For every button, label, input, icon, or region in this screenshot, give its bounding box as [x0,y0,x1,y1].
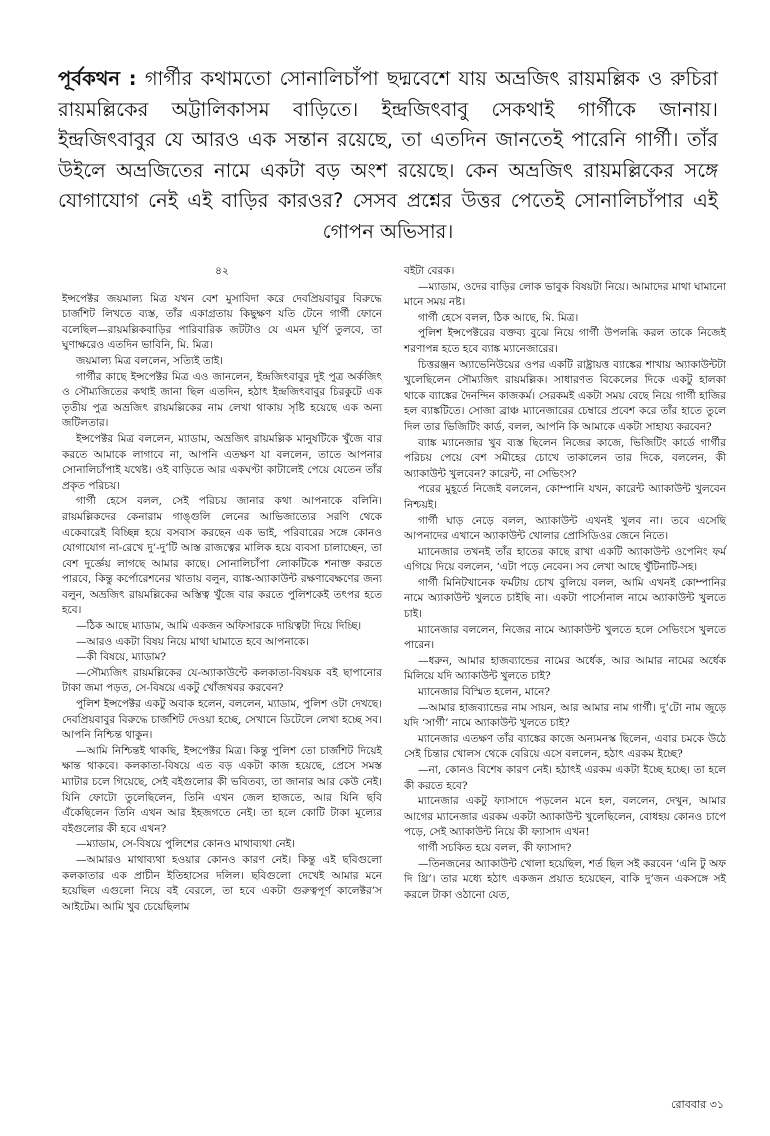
paragraph: —আমার হাজব্যান্ডের নাম সায়ন, আর আমার নাম গার্গী। দু’টো নাম জুড়ে যদি ‘সার্গী’ নামে অ্যাকাউন্ট খুলতে চাই? [404,701,726,730]
paragraph: —সৌম্যজিৎ রায়মল্লিকের যে-অ্যাকাউন্টে কলকাতা-বিষয়ক বই ছাপানোর টাকা জমা পড়ত, সে-বিষয়ে একটু খোঁজখবর করবেন? [62,666,382,695]
paragraph: —ম্যাডাম, সে-বিষয়ে পুলিশের কোনও মাথাব্যথা নেই। [76,838,295,851]
paragraph: ম্যানেজার বিস্মিত হলেন, মানে? [418,686,551,699]
paragraph: পরের মুহূর্তে নিজেই বললেন, কোম্পানি যখন, কারেন্ট অ্যাকাউন্ট খুলবেন নিশ্চয়ই। [404,483,726,511]
paragraph: গার্গী হেসে বলল, ঠিক আছে, মি. মিত্র। [418,311,579,324]
paragraph: পুলিশ ইন্সপেক্টর একটু অবাক হলেন, বললেন, ম্যাডাম, পুলিশ ওটা দেখছে। দেবপ্রিয়বাবুর বিরুদ্ধে চার্জশিট দেওয়া হচ্ছে, সেখানে ডিটেলে লেখা হচ্ছে সব। আপনি নিশ্চিন্ত থাকুন। [62,698,382,742]
paragraph: —কী বিষয়ে, ম্যাডাম? [76,651,167,664]
paragraph: ইন্সপেক্টর জয়মাল্য মিত্র যখন বেশ মুসাবিদা করে দেবপ্রিয়বাবুর বিরুদ্ধে চার্জশিট লিখতে ব্যস্ত, তাঁর একাগ্রতায় কিছুক্ষণ যতি টেনে গার্গী ফোনে বলেছিল—রায়মল্লিকবাড়ির পারিবারিক জটটাও যে এমন ঘূর্ণি তুলবে, তা ঘুণাক্ষরেও এতদিন ভাবিনি, মি. মিত্র। [62,292,382,352]
paragraph: গার্গী সচকিত হয়ে বলল, কী ফ্যাসাদ? [418,841,572,854]
paragraph: ম্যানেজার এতক্ষণ তাঁর ব্যাঙ্কের কাজে অন্যমনস্ক ছিলেন, এবার চমকে উঠে সেই চিন্তার খোলস থেকে বেরিয়ে এসে বললেন, হঠাৎ এরকম ইচ্ছে? [404,732,726,761]
left-column [62,264,382,915]
synopsis-box [58,64,718,248]
paragraph: ম্যানেজার বললেন, নিজের নামে অ্যাকাউন্ট খুলতে হলে সেভিংসে খুলতে পারেন। [404,623,726,652]
paragraph: গার্গী ঘাড় নেড়ে বলল, অ্যাকাউন্ট এখনই খুলব না। তবে এসেছি আপনাদের এখানে অ্যাকাউন্ট খোলার প্রোসিডিওর জেনে নিতে। [404,514,726,543]
paragraph: —তিনজনের অ্যাকাউন্ট খোলা হয়েছিল, শর্ত ছিল সই করবেন ‘এনি টু অফ দি থ্রি’। তার মধ্যে হঠাৎ একজন প্রয়াত হয়েছেন, বাকি দু’জন একসঙ্গে সই করলে টাকা ওঠানো যেত, [404,857,726,901]
paragraph: চিত্তরঞ্জন অ্যাভেনিউয়ের ওপর একটি রাষ্ট্রায়ত্ত ব্যাঙ্কের শাখায় অ্যাকাউন্টটা খুলেছিলেন সৌম্যজিৎ রায়মল্লিক। সাধারণত বিকেলের দিকে একটু হালকা থাকে ব্যাঙ্কের দৈনন্দিন কাজকর্ম। সেরকমই একটা সময় বেছে নিয়ে গার্গী হাজির হল ব্যাঙ্কটিতে। সোজা ব্রাঞ্চ ম্যানেজারের চেম্বারে প্রবেশ করে তাঁর হাতে তুলে দিল তার ভিজিটিং কার্ড, বলল, আপনি কি আমাকে একটা সাহায্য করবেন? [404,358,726,433]
paragraph: —ধরুন, আমার হাজব্যান্ডের নামের অর্ধেক, আর আমার নামের অর্ধেক মিলিয়ে যদি অ্যাকাউন্ট খুলতে চাই? [404,654,726,683]
paragraph: —ম্যাডাম, ওদের বাড়ির লোক ভাবুক বিষয়টা নিয়ে। আমাদের মাথা ঘামানো মানে সময় নষ্ট। [404,280,726,309]
paragraph: —ঠিক আছে ম্যাডাম, আমি একজন অফিসারকে দায়িত্বটা দিয়ে দিচ্ছি। [76,620,362,633]
paragraph: গার্গীর কাছে ইন্সপেক্টর মিত্র এও জানলেন, ইন্দ্রজিৎবাবুর দুই পুত্র অর্কজিৎ ও সৌম্যজিতের কথাই জানা ছিল এতদিন, হঠাৎ ইন্দ্রজিৎবাবুর চিরকুটে এক তৃতীয় পুত্র অভ্রজিৎ রায়মল্লিকের নাম লেখা থাকায় সৃষ্টি হয়েছে এক অন্য জটিলতার। [62,370,382,430]
paragraph: গার্গী মিনিটখানেক ফর্মটায় চোখ বুলিয়ে বলল, আমি এখনই কোম্পানির নামে অ্যাকাউন্ট খুলতে চাইছি না। একটা পার্সোনাল নামে অ্যাকাউন্ট খুলতে চাই। [404,576,726,621]
chapter-number: ৪২ [215,265,229,277]
paragraph: ম্যানেজার তখনই তাঁর হাতের কাছে রাখা একটি অ্যাকাউন্ট ওপেনিং ফর্ম এগিয়ে দিয়ে বললেন, ‘এটা পড়ে নেবেন। সব লেখা আছে খুঁটিনাটি-সহ। [404,545,726,574]
right-column [404,264,726,903]
paragraph: ম্যানেজার একটু ফ্যাসাদে পড়লেন মনে হল, বললেন, দেখুন, আমার আগের ম্যানেজার এরকম একটা অ্যাকাউন্ট খুলেছিলেন, বোধহয় কোনও চাপে পড়ে, সেই অ্যাকাউন্ট নিয়ে কী ফ্যাসাদ এখন! [404,795,726,839]
paragraph: পুলিশ ইন্সপেক্টরের বক্তব্য বুঝে নিয়ে গার্গী উপলব্ধি করল তাকে নিজেই শরণাপন্ন হতে হবে ব্যাঙ্ক ম্যানেজারের। [404,327,726,355]
paragraph: বইটা বেরক। [404,265,455,277]
paragraph: —আমারও মাথাব্যথা হওয়ার কোনও কারণ নেই। কিন্তু এই ছবিগুলো কলকাতার এক প্রাচীন ইতিহাসের দলিল। ছবিগুলো দেখেই আমার মনে হয়েছিল এগুলো নিয়ে বই বেরলে, তা হবে একটা গুরুত্বপূর্ণ কালেক্টর’স আইটেম। আমি খুব চেয়েছিলাম [62,853,382,913]
paragraph: গার্গী হেসে বলল, সেই পরিচয় জানার কথা আপনাকে বলিনি। রায়মল্লিকদের কেনারাম গাঙ্গুলি লেনের আভিজাত্যের সরণি থেকে একেবারেই বিচ্ছিন্ন হয়ে বসবাস করছেন এক ভাই, পরিবারের সঙ্গে কোনও যোগাযোগ না-রেখে দু’-দু’টি আস্ত রাজত্বের মালিক হয়ে ব্যবসা চালাচ্ছেন, তা বেশ দুর্জ্ঞেয় লাগছে আমার কাছে। সোনালিচাঁপা লোকটিকে শনাক্ত করতে পারবে, কিন্তু কর্পোরেশনের খাতায় বলুন, ব্যাঙ্ক-অ্যাকাউন্ট রক্ষণাবেক্ষণের জন্য বলুন, অভ্রজিৎ রায়মল্লিকের অস্তিত্ব খুঁজে বার করতে পুলিশকেই তৎপর হতে হবে। [62,495,382,617]
page-footer: রোববার ৩১ [671,1098,724,1111]
paragraph: জয়মাল্য মিত্র বললেন, সত্যিই তাই। [76,354,224,367]
paragraph: —আরও একটা বিষয় নিয়ে মাথা ঘামাতে হবে আপনাকে। [76,635,310,648]
paragraph: ব্যাঙ্ক ম্যানেজার খুব ব্যস্ত ছিলেন নিজের কাজে, ভিজিটিং কার্ডে গার্গীর পরিচয় পেয়ে বেশ সমীহের চোখে তাকালেন তার দিকে, বললেন, কী অ্যাকাউন্ট খুলবেন? কারেন্ট, না সেভিংস? [404,436,726,480]
paragraph: ইন্সপেক্টর মিত্র বললেন, ম্যাডাম, অভ্রজিৎ রায়মল্লিক মানুষটিকে খুঁজে বার করতে আমাকে লাগাবে না, আপনি এতক্ষণ যা বললেন, তাতে আপনার সোনালিচাঁপাই যথেষ্ট। ওই বাড়িতে আর একঘণ্টা কাটালেই পেয়ে যেতেন তাঁর প্রকৃত পরিচয়। [62,432,382,492]
paragraph: —আমি নিশ্চিন্তই থাকছি, ইন্সপেক্টর মিত্র। কিন্তু পুলিশ তো চার্জশিট দিয়েই ক্ষান্ত থাকবে। কলকাতা-বিষয়ে এত বড় একটা কাজ হয়েছে, প্রেসে সমস্ত ম্যাটার চলে গিয়েছে, সেই বইগুলোর কী ভবিতব্য, তা জানার আর কেউ নেই। যিনি ফোটো তুলেছিলেন, তিনি এখন জেল হাজতে, আর যিনি ছবি এঁকেছিলেন তিনি এখন আর ইহজগতে নেই। তা হলে কোটি টাকা মূল্যের বইগুলোর কী হবে এখন? [62,744,382,835]
paragraph: —না, কোনও বিশেষ কারণ নেই। হঠাৎই এরকম একটা ইচ্ছে হচ্ছে। তা হলে কী করতে হবে? [404,764,726,792]
synopsis-text: গার্গীর কথামতো সোনালিচাঁপা ছদ্মবেশে যায় অভ্রজিৎ রায়মল্লিক ও রুচিরা রায়মল্লিকের অট্টালিকাসম বাড়িতে। ইন্দ্রজিৎবাবু সেকথাই গার্গীকে জানায়। ইন্দ্রজিৎবাবুর যে আরও এক সন্তান রয়েছে, তা এতদিন জানতেই পারেনি গার্গী। তাঁর উইলে অভ্রজিতের নামে একটা বড় অংশ রয়েছে। কেন অভ্রজিৎ রায়মল্লিকের সঙ্গে যোগাযোগ নেই এই বাড়ির কারওর? সেসব প্রশ্নের উত্তর পেতেই সোনালিচাঁপার এই গোপন অভিসার। [58,67,719,243]
synopsis-label: পূর্বকথন : [58,67,137,90]
